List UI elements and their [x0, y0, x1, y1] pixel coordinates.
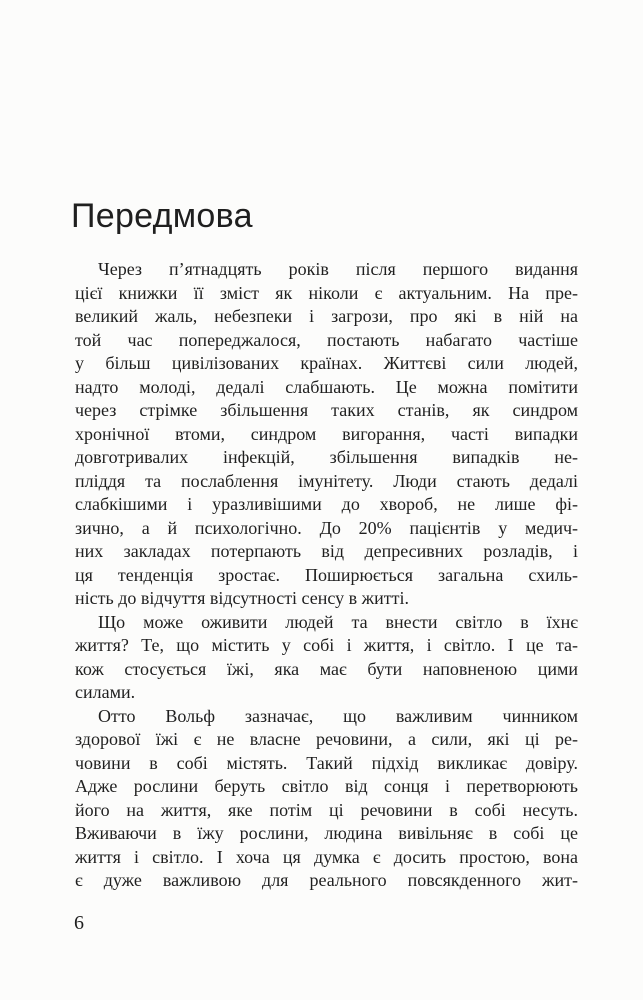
text-line: пліддя та послаблення імунітету. Люди стають дедалі: [75, 470, 578, 491]
text-line: великий жаль, небезпеки і загрози, про які в ній на: [75, 306, 578, 326]
text-line: надто молоді, дедалі слабшають. Це можна помітити: [75, 376, 578, 397]
text-line: слабкішими і уразливішими до хвороб, не лише фі-: [75, 494, 578, 514]
paragraph: [75, 705, 578, 893]
text-line: зично, а й психологічно. До 20% пацієнтів у медич-: [75, 517, 578, 538]
text-line: ця тенденція зростає. Поширюється загальна схиль-: [75, 564, 578, 585]
body-text: [75, 258, 578, 893]
chapter-heading: Передмова: [71, 197, 253, 235]
text-line: Адже рослини беруть світло від сонця і перетворюють: [75, 776, 578, 796]
text-line: силами.: [75, 682, 136, 702]
text-line: цієї книжки її зміст як ніколи є актуальним. На пре-: [75, 282, 578, 303]
paragraph: [75, 258, 578, 611]
text-line: Вживаючи в їжу рослини, людина вивільняє в собі це: [75, 823, 578, 843]
text-line: здорової їжі є не власне речовини, а сили, які ці ре-: [75, 729, 578, 749]
text-line: через стрімке збільшення таких станів, як синдром: [75, 400, 578, 420]
text-line: Через п’ятнадцять років після першого видання: [98, 259, 578, 279]
text-line: човини в собі містять. Такий підхід викликає довіру.: [75, 752, 578, 773]
text-line: той час попереджалося, постають набагато частіше: [75, 329, 578, 350]
text-line: його на життя, яке потім ці речовини в собі несуть.: [75, 799, 578, 820]
text-line: у більш цивілізованих країнах. Життєві сили людей,: [75, 353, 578, 373]
text-line: хронічної втоми, синдром вигорання, часті випадки: [75, 423, 578, 444]
text-line: ність до відчуття відсутності сенсу в житті.: [75, 588, 409, 608]
text-line: кож стосується їжі, яка має бути наповненою цими: [75, 658, 578, 679]
text-line: Отто Вольф зазначає, що важливим чинником: [98, 705, 578, 726]
text-line: довготривалих інфекцій, збільшення випадків не-: [75, 447, 578, 467]
page-number: 6: [74, 912, 84, 934]
paragraph: [75, 611, 578, 705]
text-line: життя? Те, що містить у собі і життя, і світло. І це та-: [75, 635, 578, 655]
text-line: них закладах потерпають від депресивних розладів, і: [75, 541, 578, 561]
text-line: Що може оживити людей та внести світло в їхнє: [98, 611, 578, 632]
text-line: є дуже важливою для реального повсякденного жит-: [75, 870, 578, 890]
text-line: життя і світло. І хоча ця думка є досить простою, вона: [75, 846, 578, 867]
